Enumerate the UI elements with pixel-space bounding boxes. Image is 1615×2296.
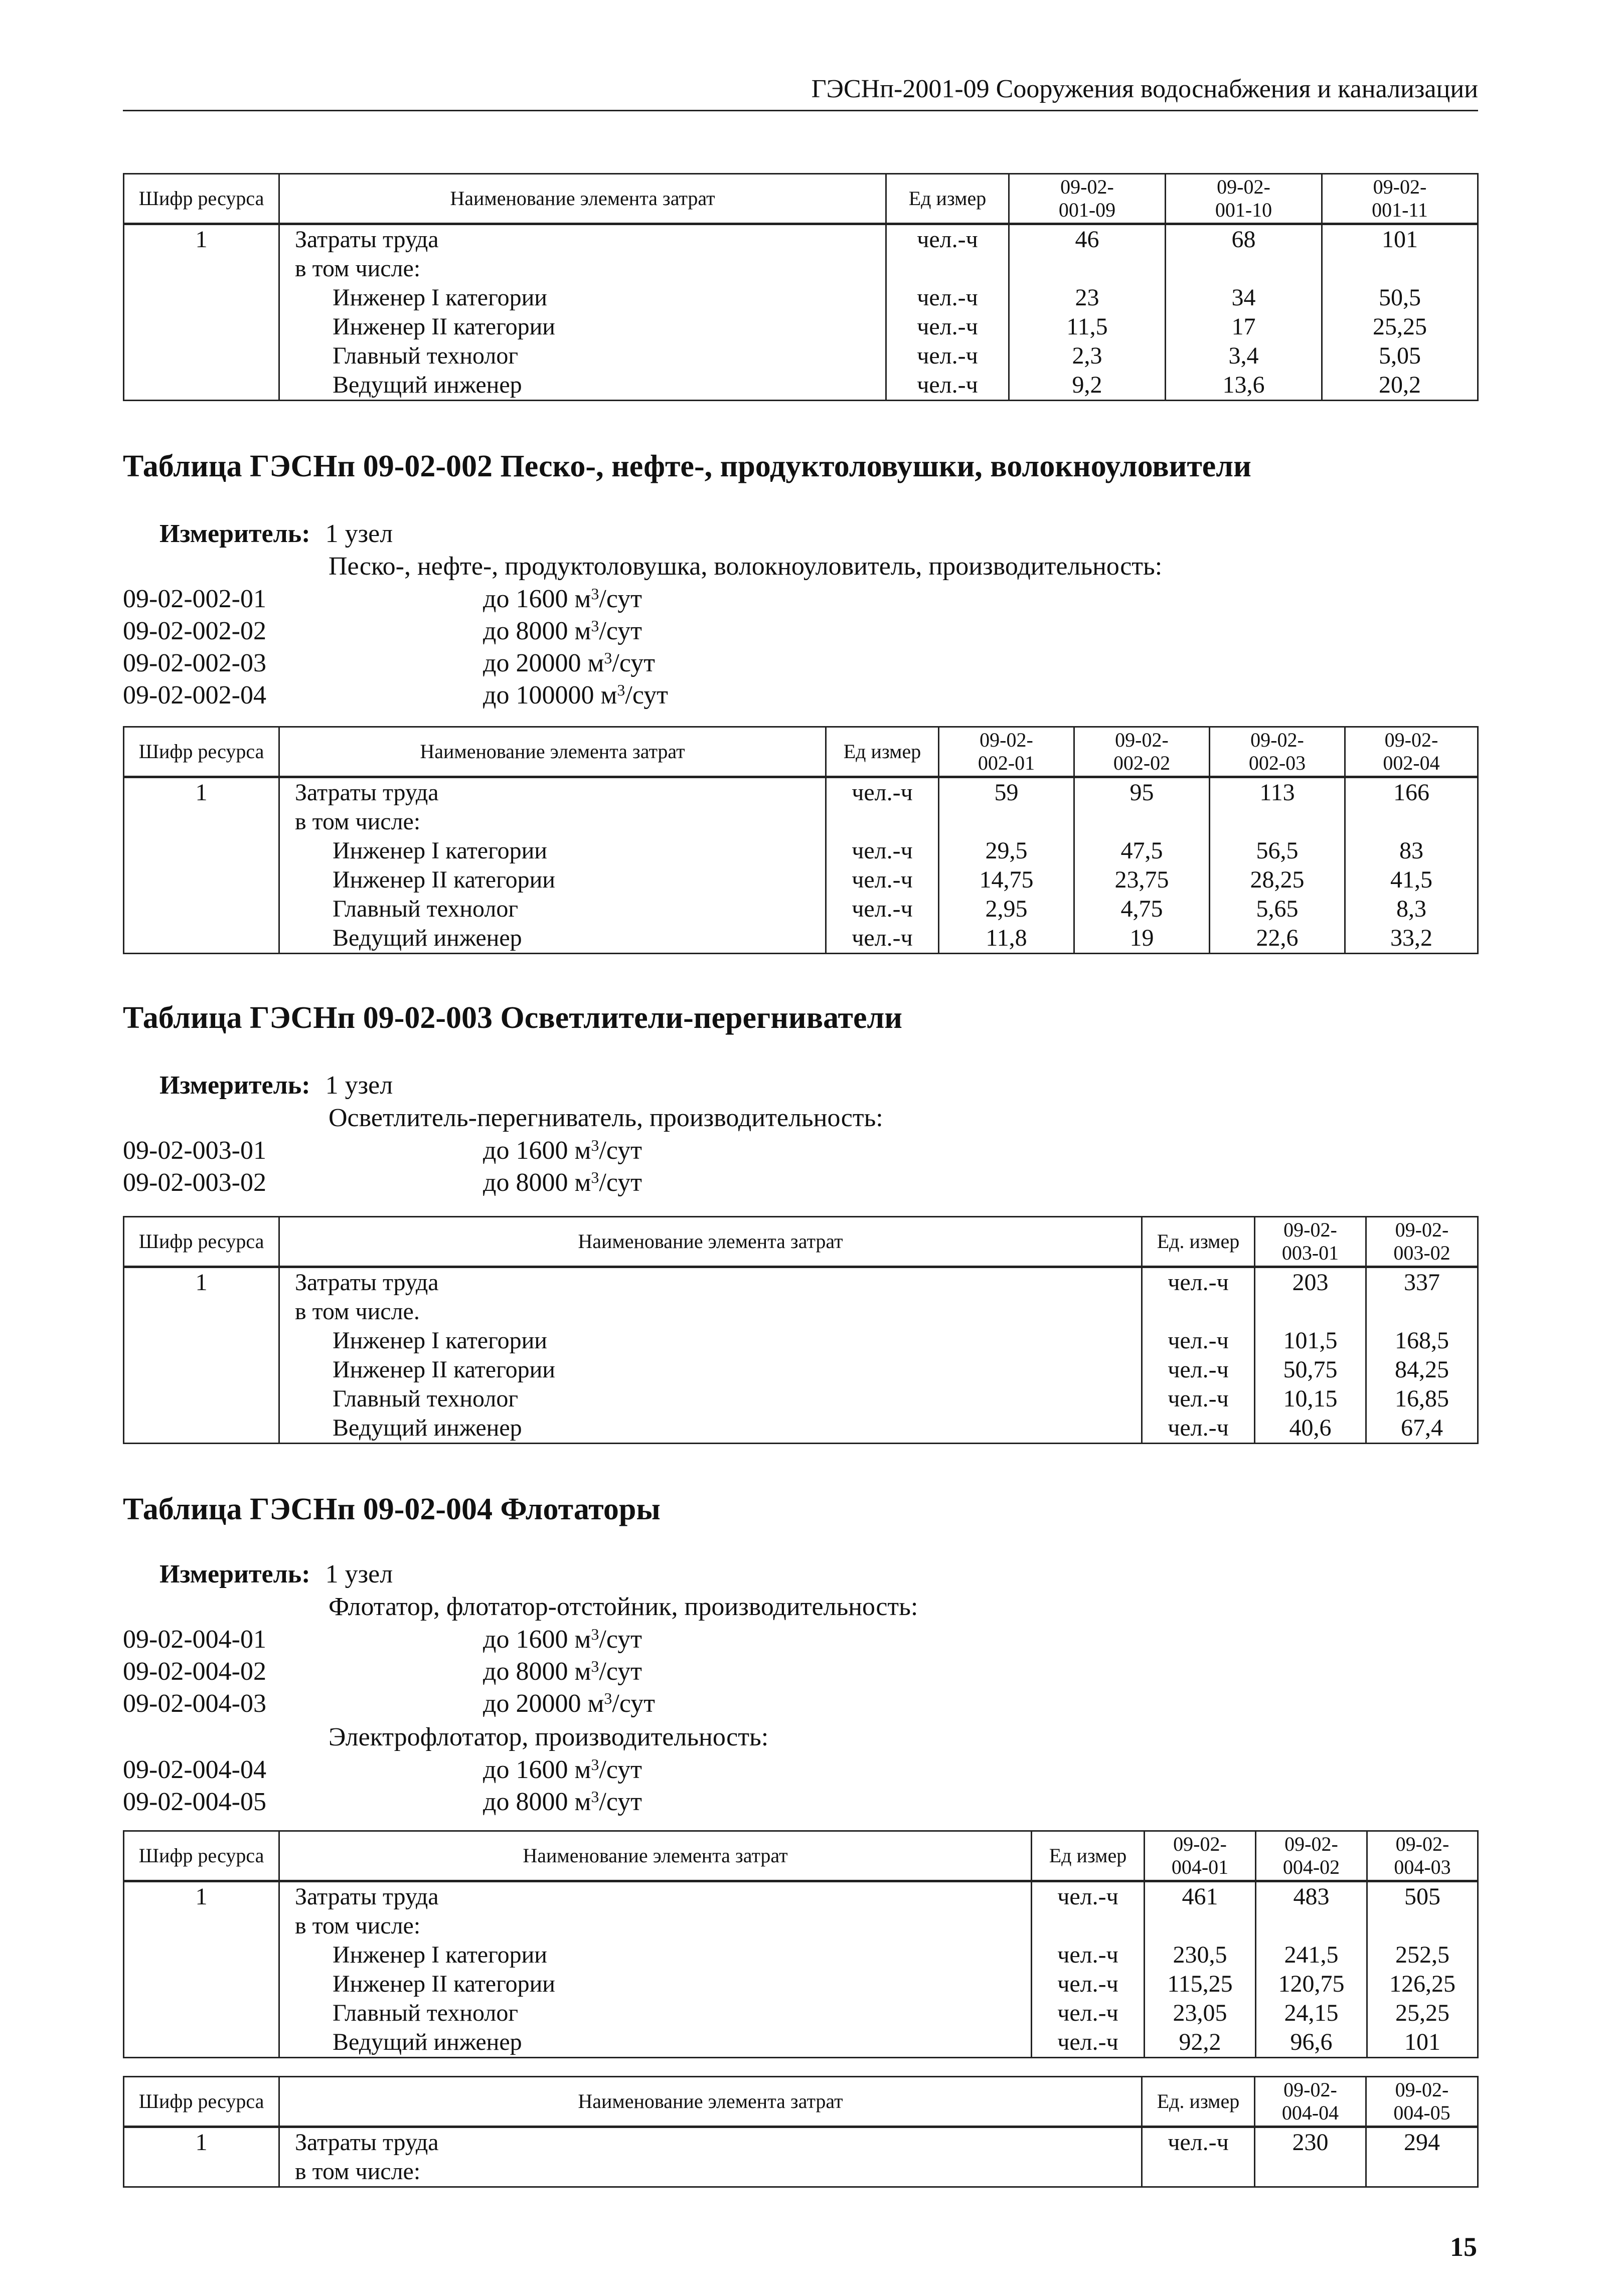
value-cell: 230,5 — [1145, 1940, 1256, 1970]
resource-code: 1 — [124, 1881, 279, 1912]
value-cell: 11,8 — [939, 924, 1074, 954]
cost-element-name: Инженер I категории — [279, 836, 826, 865]
unit-cell: чел.-ч — [1142, 1414, 1255, 1444]
unit-cell — [1142, 1297, 1255, 1326]
resource-code — [124, 1384, 279, 1414]
cost-element-name: Инженер II категории — [279, 1355, 1142, 1384]
col-header-norm: 09-02- 002-03 — [1210, 727, 1345, 777]
col-header-unit: Ед измер — [826, 727, 939, 777]
norm-capacity: до 100000 $м^3$/сут — [483, 681, 668, 710]
value-cell: 34 — [1166, 283, 1322, 312]
table-row — [124, 371, 1478, 401]
norm-code-line — [123, 1755, 642, 1787]
value-cell: 8,3 — [1345, 895, 1478, 924]
norm-capacity: до 8000 $м^3$/сут — [483, 1788, 642, 1816]
col-header-name: Наименование элемента затрат — [279, 1217, 1142, 1267]
table-row — [124, 2127, 1478, 2158]
value-cell: 113 — [1210, 777, 1345, 808]
value-cell: 92,2 — [1145, 2028, 1256, 2058]
norm-code-line — [123, 648, 655, 680]
table-row — [124, 836, 1478, 865]
value-cell — [1367, 1911, 1478, 1940]
norm-code-line — [123, 1136, 642, 1168]
meter-label: Измеритель: — [159, 1071, 310, 1100]
value-cell: 252,5 — [1367, 1940, 1478, 1970]
value-cell — [1366, 2157, 1478, 2187]
section-note: Флотатор, флотатор-отстойник, производительность: — [329, 1593, 918, 1621]
unit-cell: чел.-ч — [1032, 1940, 1145, 1970]
table-row — [124, 1999, 1478, 2028]
table-row — [124, 1881, 1478, 1912]
cost-element-name: в том числе: — [279, 807, 826, 836]
running-header: ГЭСНп-2001-09 Сооружения водоснабжения и канализации — [123, 74, 1478, 111]
meter-value: 1 узел — [325, 1071, 393, 1100]
value-cell: 25,25 — [1367, 1999, 1478, 2028]
resource-code — [124, 254, 279, 283]
value-cell — [1345, 807, 1478, 836]
col-header-code: Шифр ресурса — [124, 727, 279, 777]
value-cell: 126,25 — [1367, 1970, 1478, 1999]
value-cell: 101 — [1322, 224, 1478, 255]
cost-element-name: Главный технолог — [279, 1384, 1142, 1414]
value-cell: 5,05 — [1322, 341, 1478, 371]
norm-code-line — [123, 1689, 655, 1721]
resource-code — [124, 371, 279, 401]
value-cell — [1210, 807, 1345, 836]
value-cell: 24,15 — [1256, 1999, 1367, 2028]
unit-cell: чел.-ч — [1032, 1999, 1145, 2028]
resource-code — [124, 1326, 279, 1355]
value-cell: 19 — [1074, 924, 1210, 954]
norm-code: 09-02-004-01 — [123, 1625, 266, 1654]
norm-capacity: до 8000 $м^3$/сут — [483, 1657, 642, 1686]
value-cell — [939, 807, 1074, 836]
unit-cell: чел.-ч — [826, 836, 939, 865]
col-header-code: Шифр ресурса — [124, 1217, 279, 1267]
col-header-code: Шифр ресурса — [124, 2077, 279, 2127]
cost-element-name: Инженер II категории — [279, 1970, 1032, 1999]
table-row — [124, 1355, 1478, 1384]
unit-cell: чел.-ч — [1142, 1326, 1255, 1355]
table-row — [124, 2028, 1478, 2058]
table-row — [124, 1326, 1478, 1355]
section-note: Песко-, нефте-, продуктоловушка, волокноуловитель, производительность: — [329, 552, 1163, 581]
cost-element-name: Инженер I категории — [279, 1940, 1032, 1970]
col-header-norm: 09-02- 002-04 — [1345, 727, 1478, 777]
value-cell: 10,15 — [1255, 1384, 1366, 1414]
value-cell: 101 — [1367, 2028, 1478, 2058]
value-cell: 241,5 — [1256, 1940, 1367, 1970]
table-row — [124, 1940, 1478, 1970]
meter-value: 1 узел — [325, 1560, 393, 1588]
unit-cell: чел.-ч — [826, 865, 939, 895]
resource-code — [124, 341, 279, 371]
resource-code — [124, 1911, 279, 1940]
col-header-name: Наименование элемента затрат — [279, 1831, 1032, 1881]
table-row — [124, 283, 1478, 312]
col-header-unit: Ед измер — [886, 174, 1009, 224]
value-cell: 14,75 — [939, 865, 1074, 895]
col-header-code: Шифр ресурса — [124, 174, 279, 224]
cost-element-name: в том числе: — [279, 254, 886, 283]
col-header-norm: 09-02- 004-03 — [1367, 1831, 1478, 1881]
norm-code: 09-02-004-04 — [123, 1755, 266, 1784]
value-cell: 461 — [1145, 1881, 1256, 1912]
table-09-02-001 — [123, 173, 1479, 401]
norm-code: 09-02-003-01 — [123, 1136, 266, 1165]
resource-code — [124, 807, 279, 836]
norm-code-line — [123, 1625, 642, 1657]
col-header-norm: 09-02- 001-10 — [1166, 174, 1322, 224]
col-header-unit: Ед. измер — [1142, 1217, 1255, 1267]
col-header-norm: 09-02- 002-02 — [1074, 727, 1210, 777]
value-cell: 28,25 — [1210, 865, 1345, 895]
value-cell: 120,75 — [1256, 1970, 1367, 1999]
norm-code-line — [123, 616, 642, 648]
col-header-norm: 09-02- 001-11 — [1322, 174, 1478, 224]
value-cell: 33,2 — [1345, 924, 1478, 954]
col-header-norm: 09-02- 002-01 — [939, 727, 1074, 777]
resource-code — [124, 2157, 279, 2187]
value-cell — [1366, 1297, 1478, 1326]
value-cell — [1074, 807, 1210, 836]
cost-element-name: Затраты труда — [279, 777, 826, 808]
unit-cell: чел.-ч — [826, 895, 939, 924]
section-note: Осветлитель-перегниватель, производительность: — [329, 1104, 883, 1132]
cost-element-name: Инженер II категории — [279, 312, 886, 341]
cost-element-name: Затраты труда — [279, 2127, 1142, 2158]
page-number: 15 — [1450, 2232, 1477, 2262]
value-cell: 3,4 — [1166, 341, 1322, 371]
resource-code — [124, 1970, 279, 1999]
value-cell — [1166, 254, 1322, 283]
value-cell: 166 — [1345, 777, 1478, 808]
value-cell: 95 — [1074, 777, 1210, 808]
norm-code: 09-02-002-01 — [123, 585, 266, 613]
value-cell: 23,75 — [1074, 865, 1210, 895]
unit-cell: чел.-ч — [1032, 1970, 1145, 1999]
resource-code: 1 — [124, 777, 279, 808]
norm-capacity: до 1600 $м^3$/сут — [483, 1136, 642, 1165]
norm-code: 09-02-004-02 — [123, 1657, 266, 1686]
unit-cell — [826, 807, 939, 836]
unit-cell: чел.-ч — [886, 283, 1009, 312]
norm-code-line — [123, 1168, 642, 1200]
value-cell: 11,5 — [1009, 312, 1166, 341]
table-09-02-004-b — [123, 2076, 1479, 2188]
value-cell: 4,75 — [1074, 895, 1210, 924]
norm-capacity: до 20000 $м^3$/сут — [483, 649, 655, 677]
value-cell: 2,3 — [1009, 341, 1166, 371]
meter-label: Измеритель: — [159, 1560, 310, 1588]
cost-element-name: Затраты труда — [279, 224, 886, 255]
meter-value: 1 узел — [325, 519, 393, 548]
table-row — [124, 1267, 1478, 1298]
value-cell: 115,25 — [1145, 1970, 1256, 1999]
table-row — [124, 1970, 1478, 1999]
cost-element-name: Ведущий инженер — [279, 1414, 1142, 1444]
cost-element-name: Затраты труда — [279, 1881, 1032, 1912]
col-header-norm: 09-02- 001-09 — [1009, 174, 1166, 224]
value-cell: 168,5 — [1366, 1326, 1478, 1355]
resource-code — [124, 924, 279, 954]
table-row — [124, 1414, 1478, 1444]
value-cell: 59 — [939, 777, 1074, 808]
unit-cell: чел.-ч — [886, 371, 1009, 401]
col-header-norm: 09-02- 003-01 — [1255, 1217, 1366, 1267]
table-row — [124, 807, 1478, 836]
resource-code — [124, 1999, 279, 2028]
value-cell: 41,5 — [1345, 865, 1478, 895]
value-cell: 67,4 — [1366, 1414, 1478, 1444]
unit-cell: чел.-ч — [1032, 2028, 1145, 2058]
table-row — [124, 1297, 1478, 1326]
value-cell: 337 — [1366, 1267, 1478, 1298]
unit-cell: чел.-ч — [1032, 1881, 1145, 1912]
value-cell: 16,85 — [1366, 1384, 1478, 1414]
table-row — [124, 312, 1478, 341]
cost-element-name: Инженер I категории — [279, 283, 886, 312]
resource-code — [124, 2028, 279, 2058]
unit-cell: чел.-ч — [1142, 1355, 1255, 1384]
value-cell: 230 — [1255, 2127, 1366, 2158]
norm-code: 09-02-002-04 — [123, 681, 266, 710]
unit-cell: чел.-ч — [826, 777, 939, 808]
col-header-norm: 09-02- 004-02 — [1256, 1831, 1367, 1881]
col-header-norm: 09-02- 004-01 — [1145, 1831, 1256, 1881]
value-cell: 101,5 — [1255, 1326, 1366, 1355]
value-cell: 20,2 — [1322, 371, 1478, 401]
value-cell: 40,6 — [1255, 1414, 1366, 1444]
value-cell: 505 — [1367, 1881, 1478, 1912]
col-header-norm: 09-02- 003-02 — [1366, 1217, 1478, 1267]
resource-code — [124, 1355, 279, 1384]
resource-code: 1 — [124, 2127, 279, 2158]
norm-capacity: до 1600 $м^3$/сут — [483, 1755, 642, 1784]
table-row — [124, 224, 1478, 255]
value-cell: 294 — [1366, 2127, 1478, 2158]
section-note: Электрофлотатор, производительность: — [329, 1723, 769, 1751]
cost-element-name: в том числе: — [279, 2157, 1142, 2187]
meter-label: Измеритель: — [159, 519, 310, 548]
norm-capacity: до 8000 $м^3$/сут — [483, 617, 642, 645]
unit-cell: чел.-ч — [1142, 1267, 1255, 1298]
col-header-name: Наименование элемента затрат — [279, 727, 826, 777]
unit-cell: чел.-ч — [1142, 2127, 1255, 2158]
norm-capacity: до 1600 $м^3$/сут — [483, 1625, 642, 1654]
cost-element-name: Инженер I категории — [279, 1326, 1142, 1355]
resource-code — [124, 1297, 279, 1326]
norm-code: 09-02-003-02 — [123, 1168, 266, 1197]
resource-code — [124, 283, 279, 312]
norm-code-line — [123, 1657, 642, 1689]
value-cell: 5,65 — [1210, 895, 1345, 924]
unit-cell: чел.-ч — [886, 312, 1009, 341]
value-cell — [1009, 254, 1166, 283]
cost-element-name: Главный технолог — [279, 341, 886, 371]
col-header-unit: Ед. измер — [1142, 2077, 1255, 2127]
norm-code: 09-02-002-02 — [123, 617, 266, 645]
norm-code: 09-02-004-03 — [123, 1689, 266, 1718]
norm-code-line — [123, 584, 642, 616]
value-cell — [1255, 1297, 1366, 1326]
value-cell: 22,6 — [1210, 924, 1345, 954]
value-cell: 203 — [1255, 1267, 1366, 1298]
value-cell: 483 — [1256, 1881, 1367, 1912]
table-row — [124, 2157, 1478, 2187]
section-title-09-02-004: Таблица ГЭСНп 09-02-004 Флотаторы — [123, 1492, 661, 1526]
cost-element-name: Инженер II категории — [279, 865, 826, 895]
norm-code-line — [123, 680, 668, 713]
table-row — [124, 924, 1478, 954]
table-row — [124, 1384, 1478, 1414]
value-cell: 2,95 — [939, 895, 1074, 924]
unit-cell: чел.-ч — [886, 341, 1009, 371]
value-cell — [1256, 1911, 1367, 1940]
value-cell: 23 — [1009, 283, 1166, 312]
unit-cell — [1142, 2157, 1255, 2187]
value-cell: 23,05 — [1145, 1999, 1256, 2028]
col-header-norm: 09-02- 004-04 — [1255, 2077, 1366, 2127]
meter-line — [159, 1071, 393, 1100]
resource-code — [124, 1414, 279, 1444]
value-cell: 96,6 — [1256, 2028, 1367, 2058]
value-cell: 17 — [1166, 312, 1322, 341]
table-row — [124, 254, 1478, 283]
value-cell: 68 — [1166, 224, 1322, 255]
table-row — [124, 341, 1478, 371]
resource-code — [124, 865, 279, 895]
norm-code: 09-02-004-05 — [123, 1788, 266, 1816]
norm-capacity: до 1600 $м^3$/сут — [483, 585, 642, 613]
cost-element-name: в том числе: — [279, 1911, 1032, 1940]
norm-capacity: до 8000 $м^3$/сут — [483, 1168, 642, 1197]
table-09-02-003 — [123, 1216, 1479, 1444]
value-cell: 50,75 — [1255, 1355, 1366, 1384]
col-header-name: Наименование элемента затрат — [279, 174, 886, 224]
col-header-norm: 09-02- 004-05 — [1366, 2077, 1478, 2127]
norm-code: 09-02-002-03 — [123, 649, 266, 677]
resource-code — [124, 895, 279, 924]
unit-cell — [886, 254, 1009, 283]
cost-element-name: Главный технолог — [279, 895, 826, 924]
value-cell: 46 — [1009, 224, 1166, 255]
unit-cell — [1032, 1911, 1145, 1940]
meter-line — [159, 519, 393, 549]
cost-element-name: Ведущий инженер — [279, 924, 826, 954]
cost-element-name: в том числе. — [279, 1297, 1142, 1326]
col-header-name: Наименование элемента затрат — [279, 2077, 1142, 2127]
table-row — [124, 865, 1478, 895]
col-header-code: Шифр ресурса — [124, 1831, 279, 1881]
norm-capacity: до 20000 $м^3$/сут — [483, 1689, 655, 1718]
cost-element-name: Затраты труда — [279, 1267, 1142, 1298]
section-title-09-02-002: Таблица ГЭСНп 09-02-002 Песко-, нефте-, продуктоловушки, волокноуловители — [123, 449, 1251, 483]
value-cell — [1322, 254, 1478, 283]
cost-element-name: Главный технолог — [279, 1999, 1032, 2028]
table-09-02-004-a — [123, 1830, 1479, 2058]
meter-line — [159, 1559, 393, 1589]
value-cell: 56,5 — [1210, 836, 1345, 865]
resource-code — [124, 312, 279, 341]
cost-element-name: Ведущий инженер — [279, 371, 886, 401]
value-cell: 25,25 — [1322, 312, 1478, 341]
value-cell — [1255, 2157, 1366, 2187]
value-cell: 47,5 — [1074, 836, 1210, 865]
cost-element-name: Ведущий инженер — [279, 2028, 1032, 2058]
table-row — [124, 1911, 1478, 1940]
resource-code: 1 — [124, 224, 279, 255]
value-cell — [1145, 1911, 1256, 1940]
unit-cell: чел.-ч — [1142, 1384, 1255, 1414]
resource-code: 1 — [124, 1267, 279, 1298]
unit-cell: чел.-ч — [826, 924, 939, 954]
resource-code — [124, 1940, 279, 1970]
value-cell: 29,5 — [939, 836, 1074, 865]
resource-code — [124, 836, 279, 865]
table-09-02-002 — [123, 726, 1479, 954]
table-row — [124, 895, 1478, 924]
value-cell: 9,2 — [1009, 371, 1166, 401]
value-cell: 84,25 — [1366, 1355, 1478, 1384]
norm-code-line — [123, 1787, 642, 1819]
section-title-09-02-003: Таблица ГЭСНп 09-02-003 Осветлители-перегниватели — [123, 1001, 902, 1035]
table-row — [124, 777, 1478, 808]
value-cell: 13,6 — [1166, 371, 1322, 401]
unit-cell: чел.-ч — [886, 224, 1009, 255]
value-cell: 83 — [1345, 836, 1478, 865]
value-cell: 50,5 — [1322, 283, 1478, 312]
col-header-unit: Ед измер — [1032, 1831, 1145, 1881]
